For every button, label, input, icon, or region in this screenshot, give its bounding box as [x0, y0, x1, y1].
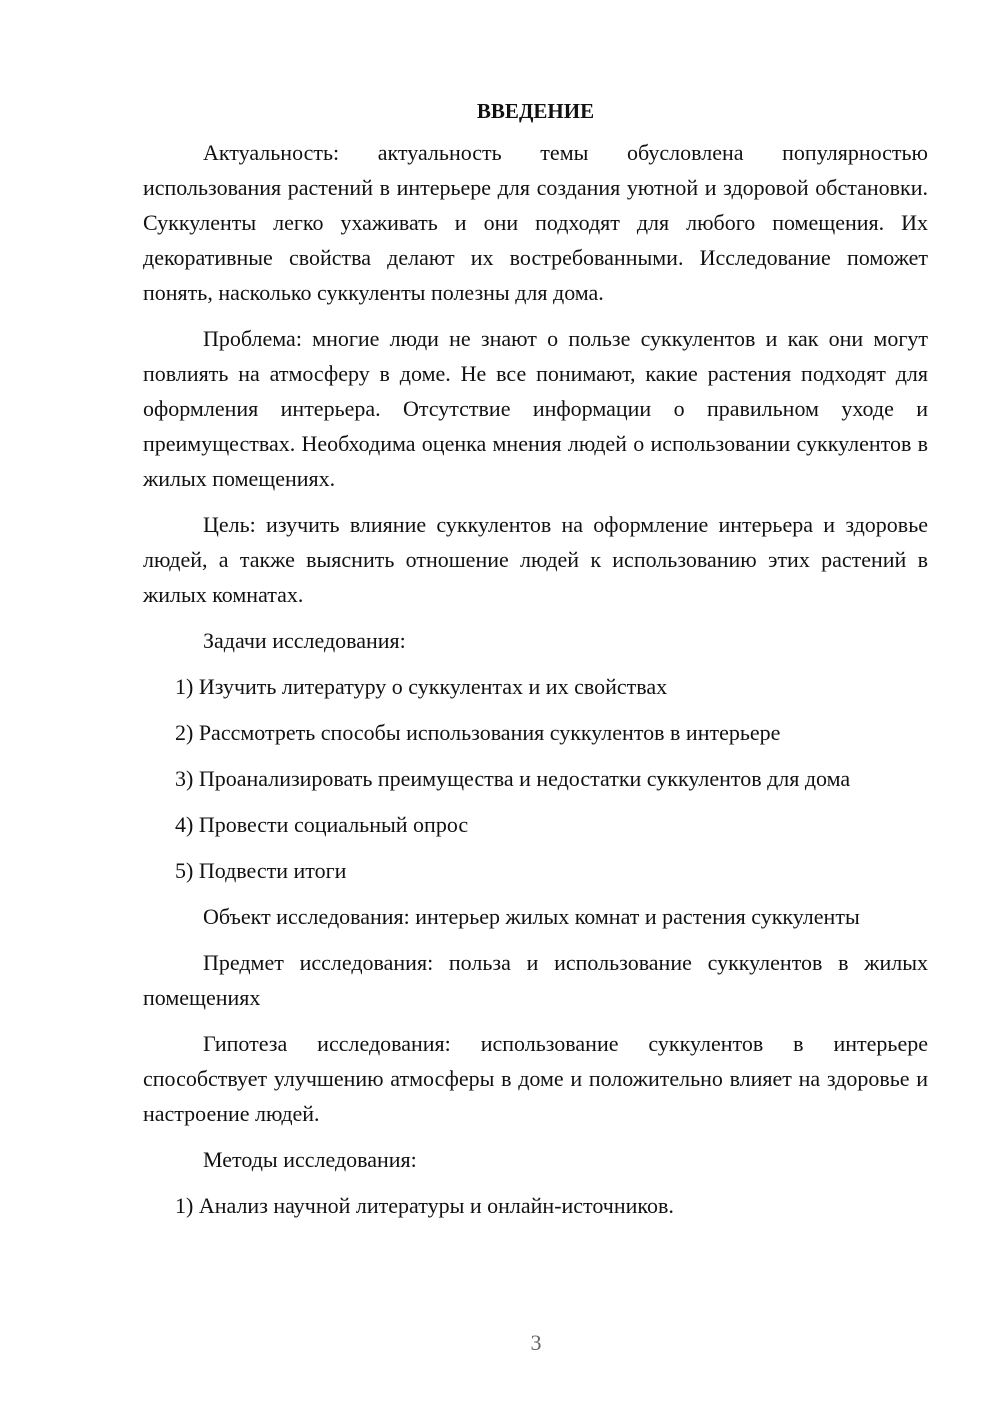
problem-paragraph: Проблема: многие люди не знают о пользе суккулентов и как они могут повлиять на атмосферу в доме. Не все понимают, какие растения подходят для оформления интерьера. Отсутствие информации о правильном уходе и преимуществах. Необходима оценка мнения людей о использовании суккулентов в жилых помещениях. [143, 326, 928, 491]
methods-heading: Методы исследования: [203, 1147, 417, 1172]
section-heading: ВВЕДЕНИЕ [476, 99, 595, 123]
task-item: 3) Проанализировать преимущества и недостатки суккулентов для дома [175, 766, 851, 791]
method-item: 1) Анализ научной литературы и онлайн-источников. [175, 1193, 674, 1218]
subject-paragraph: Предмет исследования: польза и использование суккулентов в жилых помещениях [143, 950, 928, 1010]
page-number: 3 [530, 1330, 542, 1355]
object-paragraph: Объект исследования: интерьер жилых комнат и растения суккуленты [203, 904, 860, 929]
task-item: 4) Провести социальный опрос [175, 812, 469, 837]
task-item: 5) Подвести итоги [175, 858, 347, 883]
relevance-paragraph: Актуальность: актуальность темы обусловлена популярностью использования растений в интерьере для создания уютной и здоровой обстановки. Суккуленты легко ухаживать и они подходят для любого помещения. Их декоративные свойства делают их востребованными. Исследование поможет понять, насколько суккуленты полезны для дома. [143, 140, 928, 305]
document-page [143, 96, 928, 1234]
task-item: 2) Рассмотреть способы использования суккулентов в интерьере [175, 720, 781, 745]
goal-paragraph: Цель: изучить влияние суккулентов на оформление интерьера и здоровье людей, а также выяснить отношение людей к использованию этих растений в жилых комнатах. [143, 512, 928, 607]
hypothesis-paragraph: Гипотеза исследования: использование суккулентов в интерьере способствует улучшению атмосферы в доме и положительно влияет на здоровье и настроение людей. [143, 1031, 928, 1126]
task-item: 1) Изучить литературу о суккулентах и их свойствах [175, 674, 668, 699]
tasks-heading: Задачи исследования: [203, 628, 406, 653]
